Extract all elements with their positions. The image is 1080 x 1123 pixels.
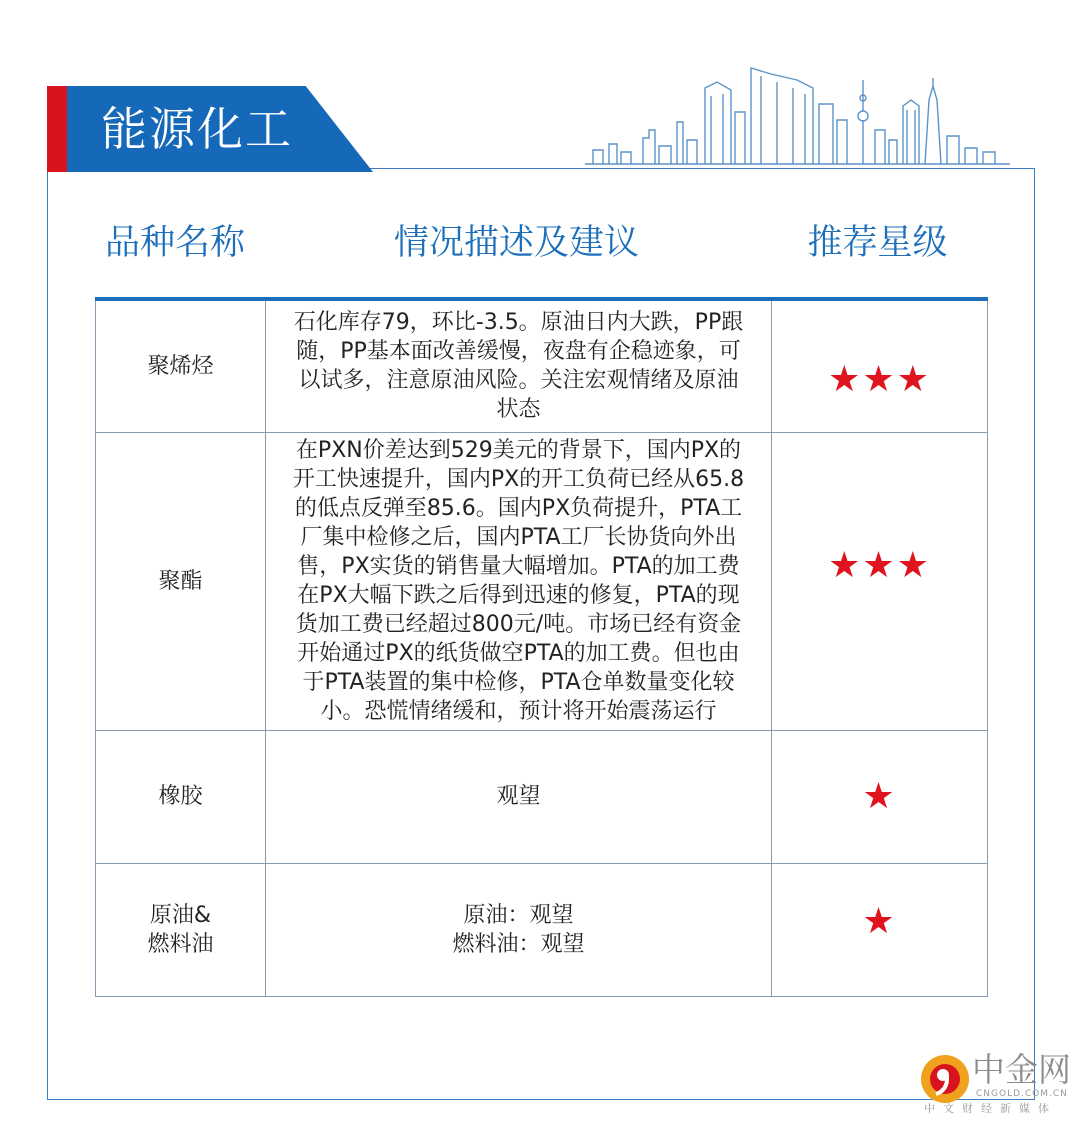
star-icon: ★ [862,900,897,942]
section-title: 能源化工 [101,102,293,156]
table-row-polyester [96,432,988,730]
column-header-description: 情况描述及建议 [393,223,639,263]
row-name: 聚酯 [96,432,266,730]
city-skyline-icon [585,60,1010,172]
section-title-banner [47,86,377,172]
column-header-name: 品种名称 [104,223,245,263]
row-rating [772,863,988,996]
star-icon: ★★★ [828,359,931,401]
row-description: 观望 [266,730,772,863]
star-icon: ★★★ [828,545,931,586]
logo-tagline: 中文财经新媒体 [924,1102,1057,1115]
row-rating [772,432,988,730]
row-name: 橡胶 [96,730,266,863]
row-name: 原油& 燃料油 [96,863,266,996]
table-row-crude-fuel-oil [96,863,988,996]
row-description: 在PXN价差达到529美元的背景下，国内PX的 开工快速提升，国内PX的开工负荷已经从65.8 的低点反弹至85.6。国内PX负荷提升，PTA工 厂集中检修之后，国内PTA工厂长协货向外出 售，PX实货的销售量大幅增加。PTA的加工费 在PX大幅下跌之后得到迅速的修复，PTA的现 货加工费已经超过800元/吨。市场已经有资金 开始通过PX的纸货做空PTA的加工费。但也由 于PTA装置的集中检修，PTA仓单数量变化较 小。恐慌情绪缓和，预计将开始震荡运行 [266,432,772,730]
row-rating [772,730,988,863]
row-rating [772,299,988,432]
logo-mark-icon [918,1052,972,1106]
logo-url: CNGOLD.COM.CN [976,1089,1068,1099]
row-description: 石化库存79，环比-3.5。原油日内大跌，PP跟 随，PP基本面改善缓慢，夜盘有企稳迹象，可 以试多，注意原油风险。关注宏观情绪及原油 状态 [266,299,772,432]
column-header-rating: 推荐星级 [807,223,948,263]
star-icon: ★ [862,775,897,817]
brand-logo [918,1046,1071,1116]
row-name: 聚烯烃 [96,299,266,432]
recommendation-table [95,297,988,997]
logo-name: 中金网 [972,1050,1071,1089]
table-row-polyolefin [96,299,988,432]
title-red-stripe [47,86,67,172]
table-row-rubber [96,730,988,863]
row-description: 原油：观望 燃料油：观望 [266,863,772,996]
